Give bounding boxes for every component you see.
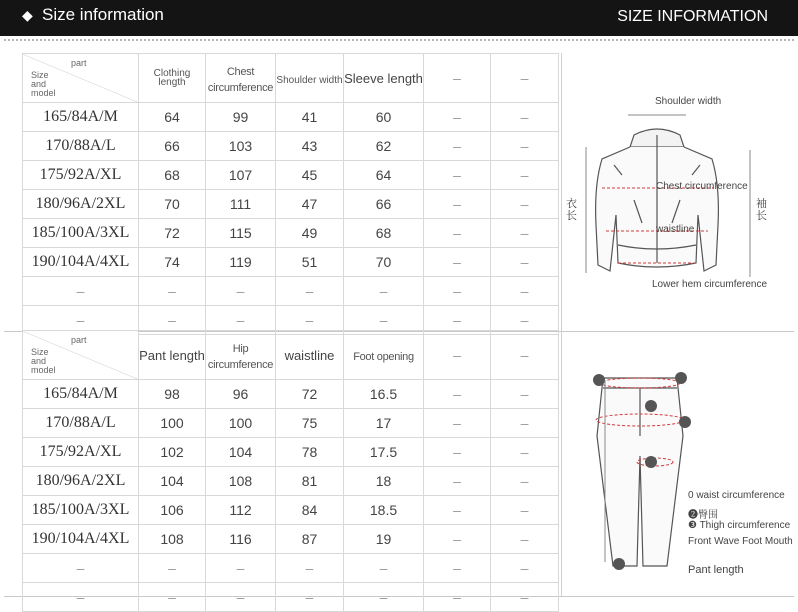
measurement-cell: – <box>424 467 491 496</box>
measurement-cell: – <box>424 409 491 438</box>
measurement-cell: 116 <box>206 525 276 554</box>
measurement-cell: 108 <box>139 525 206 554</box>
measurement-cell: – <box>491 219 559 248</box>
chest-label: Chest circumference <box>656 181 748 192</box>
column-header: Shoulder width <box>276 54 344 103</box>
measurement-cell: 17.5 <box>344 438 424 467</box>
measurement-cell: – <box>424 103 491 132</box>
table-row <box>23 496 559 525</box>
measurement-cell: – <box>424 190 491 219</box>
measurement-cell: 78 <box>276 438 344 467</box>
measurement-cell: 75 <box>276 409 344 438</box>
measurement-cell: – <box>424 248 491 277</box>
measurement-cell: – <box>491 525 559 554</box>
measurement-cell: 106 <box>139 496 206 525</box>
measurement-cell: – <box>491 132 559 161</box>
corner-model-label: Size and model <box>31 347 56 375</box>
measurement-cell: – <box>424 554 491 583</box>
measurement-cell: 107 <box>206 161 276 190</box>
measurement-cell: 66 <box>139 132 206 161</box>
pants-illustration <box>585 366 695 578</box>
size-model-cell: – <box>23 306 139 335</box>
table-row <box>23 438 559 467</box>
size-model-cell: – <box>23 277 139 306</box>
measurement-cell: – <box>491 409 559 438</box>
diagram-divider <box>561 331 562 596</box>
corner-cell <box>23 54 139 103</box>
size-model-cell: 175/92A/XL <box>23 161 139 190</box>
column-header: – <box>424 331 491 380</box>
measurement-cell: – <box>491 103 559 132</box>
measurement-cell: – <box>139 306 206 335</box>
waistline-label: waistline <box>656 224 695 235</box>
pants-legend-1: 0 waist circumference <box>688 490 785 501</box>
column-header: Foot opening <box>344 331 424 380</box>
table-row <box>23 409 559 438</box>
measurement-cell: 17 <box>344 409 424 438</box>
header-row <box>23 331 559 380</box>
size-model-cell: 190/104A/4XL <box>23 248 139 277</box>
header-title-right: SIZE INFORMATION <box>617 8 768 25</box>
measurement-cell: – <box>206 554 276 583</box>
measurement-cell: – <box>276 583 344 612</box>
measurement-cell: 62 <box>344 132 424 161</box>
size-model-cell: 165/84A/M <box>23 380 139 409</box>
pants-legend-5: Pant length <box>688 564 744 576</box>
measurement-cell: – <box>344 583 424 612</box>
measurement-cell: 104 <box>206 438 276 467</box>
sleeve-cn-label: 袖长 <box>756 197 767 222</box>
top-size-table <box>22 53 559 335</box>
measurement-cell: – <box>491 583 559 612</box>
header-title: Size information <box>42 5 164 24</box>
header-bar <box>0 0 798 36</box>
measurement-cell: 99 <box>206 103 276 132</box>
measurement-cell: 96 <box>206 380 276 409</box>
table-row <box>23 554 559 583</box>
measurement-cell: 81 <box>276 467 344 496</box>
measurement-cell: – <box>206 277 276 306</box>
measurement-cell: 45 <box>276 161 344 190</box>
measurement-cell: – <box>491 554 559 583</box>
column-header: – <box>424 54 491 103</box>
dotted-divider <box>4 36 794 41</box>
header-row <box>23 54 559 103</box>
length-cn-label: 衣长 <box>566 197 577 222</box>
measurement-cell: 104 <box>139 467 206 496</box>
size-model-cell: 190/104A/4XL <box>23 525 139 554</box>
measurement-cell: – <box>491 161 559 190</box>
measurement-cell: 72 <box>139 219 206 248</box>
measurement-cell: 64 <box>139 103 206 132</box>
measurement-cell: – <box>206 583 276 612</box>
measurement-cell: 119 <box>206 248 276 277</box>
measurement-cell: 98 <box>139 380 206 409</box>
lower-hem-label: Lower hem circumference <box>652 279 768 290</box>
measurement-cell: 115 <box>206 219 276 248</box>
measurement-cell: – <box>491 380 559 409</box>
corner-cell <box>23 331 139 380</box>
measurement-cell: – <box>424 583 491 612</box>
measurement-cell: 43 <box>276 132 344 161</box>
table-row <box>23 525 559 554</box>
measurement-cell: – <box>206 306 276 335</box>
measurement-cell: 74 <box>139 248 206 277</box>
measurement-cell: – <box>491 306 559 335</box>
bottom-size-table <box>22 330 559 612</box>
measurement-cell: – <box>424 161 491 190</box>
measurement-cell: – <box>424 525 491 554</box>
corner-part-label: part <box>71 58 87 68</box>
size-model-cell: 180/96A/2XL <box>23 467 139 496</box>
measurement-cell: – <box>344 306 424 335</box>
measurement-cell: – <box>424 306 491 335</box>
measurement-cell: – <box>276 554 344 583</box>
corner-part-label: part <box>71 335 87 345</box>
measurement-cell: – <box>491 277 559 306</box>
measurement-cell: 87 <box>276 525 344 554</box>
table-row <box>23 248 559 277</box>
table-row <box>23 161 559 190</box>
column-header: Hip circumference <box>206 331 276 380</box>
table-row <box>23 190 559 219</box>
measurement-cell: 111 <box>206 190 276 219</box>
size-model-cell: 185/100A/3XL <box>23 496 139 525</box>
column-header: Pant length <box>139 331 206 380</box>
table-row <box>23 380 559 409</box>
measurement-cell: – <box>276 277 344 306</box>
measurement-cell: 108 <box>206 467 276 496</box>
measurement-cell: 103 <box>206 132 276 161</box>
measurement-cell: 64 <box>344 161 424 190</box>
pants-legend-4: Front Wave Foot Mouth <box>688 536 793 547</box>
table-row <box>23 467 559 496</box>
measurement-cell: 18.5 <box>344 496 424 525</box>
measurement-cell: – <box>424 380 491 409</box>
measurement-cell: 41 <box>276 103 344 132</box>
size-model-cell: 165/84A/M <box>23 103 139 132</box>
measurement-cell: 19 <box>344 525 424 554</box>
diamond-icon: ◆ <box>22 8 33 24</box>
table-row <box>23 103 559 132</box>
measurement-cell: 18 <box>344 467 424 496</box>
measurement-cell: 100 <box>139 409 206 438</box>
shoulder-width-label: Shoulder width <box>655 96 722 107</box>
table-row <box>23 219 559 248</box>
size-model-cell: – <box>23 583 139 612</box>
measurement-cell: 84 <box>276 496 344 525</box>
measurement-cell: 66 <box>344 190 424 219</box>
size-model-cell: – <box>23 554 139 583</box>
measurement-cell: – <box>344 554 424 583</box>
measurement-cell: – <box>276 306 344 335</box>
measurement-cell: – <box>424 219 491 248</box>
size-model-cell: 185/100A/3XL <box>23 219 139 248</box>
measurement-cell: – <box>139 277 206 306</box>
column-header: Sleeve length <box>344 54 424 103</box>
measurement-cell: 70 <box>139 190 206 219</box>
measurement-cell: 51 <box>276 248 344 277</box>
column-header: – <box>491 54 559 103</box>
measurement-cell: – <box>491 496 559 525</box>
measurement-cell: – <box>139 583 206 612</box>
table-row <box>23 583 559 612</box>
column-header: Chest circumference <box>206 54 276 103</box>
measurement-cell: – <box>424 277 491 306</box>
table-row <box>23 277 559 306</box>
corner-model-label: Size and model <box>31 70 56 98</box>
measurement-cell: – <box>424 496 491 525</box>
size-model-cell: 175/92A/XL <box>23 438 139 467</box>
measurement-cell: 100 <box>206 409 276 438</box>
measurement-cell: – <box>344 277 424 306</box>
measurement-cell: 102 <box>139 438 206 467</box>
measurement-cell: 49 <box>276 219 344 248</box>
size-model-cell: 170/88A/L <box>23 132 139 161</box>
measurement-cell: – <box>491 467 559 496</box>
measurement-cell: – <box>139 554 206 583</box>
measurement-cell: – <box>491 190 559 219</box>
measurement-cell: 47 <box>276 190 344 219</box>
measurement-cell: 70 <box>344 248 424 277</box>
column-header: waistline <box>276 331 344 380</box>
column-header: – <box>491 331 559 380</box>
measurement-cell: – <box>424 438 491 467</box>
measurement-cell: – <box>424 132 491 161</box>
measurement-cell: 68 <box>139 161 206 190</box>
measurement-cell: 72 <box>276 380 344 409</box>
measurement-cell: 60 <box>344 103 424 132</box>
pants-legend-2: ❷臀围 <box>688 510 718 521</box>
column-header: Clothing length <box>139 54 206 103</box>
measurement-cell: – <box>491 438 559 467</box>
pants-legend-3: ❸ Thigh circumference <box>688 520 791 531</box>
jacket-illustration <box>562 95 796 295</box>
measurement-cell: 112 <box>206 496 276 525</box>
size-model-cell: 170/88A/L <box>23 409 139 438</box>
size-model-cell: 180/96A/2XL <box>23 190 139 219</box>
table-row <box>23 132 559 161</box>
measurement-cell: 16.5 <box>344 380 424 409</box>
measurement-cell: 68 <box>344 219 424 248</box>
measurement-cell: – <box>491 248 559 277</box>
